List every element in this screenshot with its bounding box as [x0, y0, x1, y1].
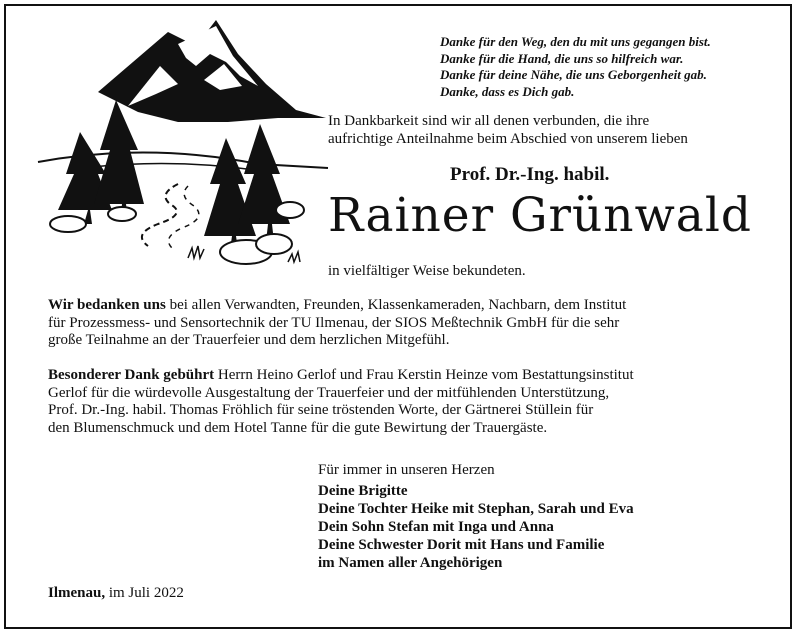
- signers: [318, 482, 778, 572]
- thanks-paragraph-1: [48, 297, 788, 350]
- thanks-line: Gerlof für die würdevolle Ausgestaltung der Trauerfeier und der mitfühlenden Unterstützung,: [48, 384, 610, 401]
- signer-line: Deine Schwester Dorit mit Hans und Familie: [318, 537, 605, 553]
- intro-text: [328, 112, 778, 148]
- place-date: [48, 585, 184, 602]
- place-city: Ilmenau,: [48, 585, 106, 601]
- signer-line: Deine Tochter Heike mit Stephan, Sarah und Eva: [318, 501, 634, 517]
- grass: [188, 246, 204, 258]
- deceased-title: Prof. Dr.-Ing. habil.: [450, 164, 610, 185]
- poem-line: Danke für den Weg, den du mit uns gegangen bist.: [440, 34, 711, 49]
- stream-path: [142, 184, 178, 246]
- poem-line: Danke für die Hand, die uns so hilfreich war.: [440, 50, 684, 66]
- obituary-card: [4, 4, 792, 629]
- thanks-line: Herrn Heino Gerlof und Frau Kerstin Heinze vom Bestattungsinstitut: [214, 367, 634, 383]
- mountain-landscape-illustration: [28, 14, 338, 272]
- signer-line: Deine Brigitte: [318, 483, 408, 499]
- signer-line: Dein Sohn Stefan mit Inga und Anna: [318, 519, 554, 535]
- poem: [440, 34, 780, 100]
- thanks-line: für Prozessmess- und Sensortechnik der TU Ilmenau, der SIOS Meßtechnik GmbH für die sehr: [48, 314, 620, 331]
- signer-line: im Namen aller Angehörigen: [318, 555, 503, 571]
- deceased-name: Rainer Grünwald: [328, 188, 752, 243]
- intro-line: In Dankbarkeit sind wir all denen verbunden, die ihre: [328, 113, 650, 129]
- poem-line: Danke für deine Nähe, die uns Geborgenheit gab.: [440, 67, 707, 82]
- tree-left-2: [94, 100, 144, 220]
- poem-line: Danke, dass es Dich gab.: [440, 83, 575, 99]
- forever-text: Für immer in unseren Herzen: [318, 462, 495, 478]
- thanks-lead: Wir bedanken uns: [48, 297, 166, 313]
- place-date-text: im Juli 2022: [105, 585, 184, 601]
- thanks-line: große Teilnahme an der Trauerfeier und dem herzlichen Mitgefühl.: [48, 332, 450, 348]
- expressed-text: in vielfältiger Weise bekundeten.: [328, 263, 526, 279]
- intro-line: aufrichtige Anteilnahme beim Abschied von unserem lieben: [328, 131, 688, 147]
- thanks-line: bei allen Verwandten, Freunden, Klassenkameraden, Nachbarn, dem Institut: [165, 297, 627, 313]
- thanks-lead: Besonderer Dank gebührt: [48, 367, 215, 383]
- thanks-line: den Blumenschmuck und dem Hotel Tanne für die gute Bewirtung der Trauergäste.: [48, 419, 548, 436]
- thanks-line: Prof. Dr.-Ing. habil. Thomas Fröhlich für seine tröstenden Worte, der Gärtnerei Stüllein für: [48, 402, 594, 418]
- thanks-paragraph-2: [48, 367, 788, 437]
